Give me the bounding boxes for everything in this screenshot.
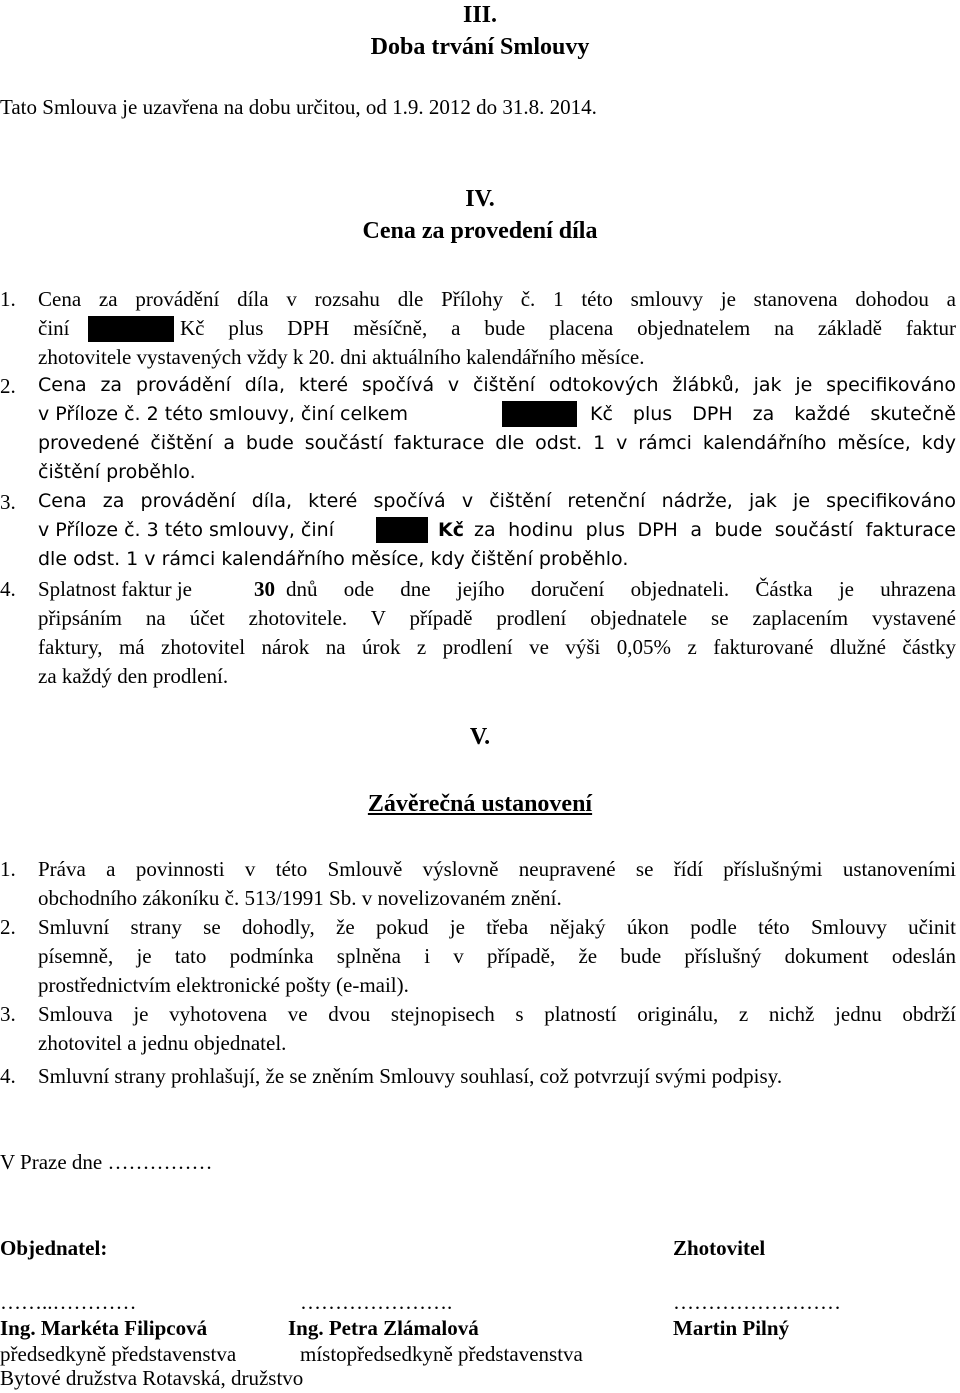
item-number: 4.: [0, 1064, 16, 1088]
item-number: 3.: [0, 490, 16, 514]
signatory-role: místopředsedkyně představenstva: [300, 1342, 583, 1366]
signatory-role: předsedkyně představenstva: [0, 1342, 237, 1366]
section-3-title: Doba trvání Smlouvy: [370, 34, 590, 60]
paragraph-line: faktury, má zhotovitel nárok na úrok z prodlení ve výši 0,05% z fakturované dlužné částky: [38, 635, 956, 659]
signature-line: ……..…………: [0, 1290, 137, 1314]
paragraph-line: za každý den prodlení.: [38, 664, 229, 688]
paragraph-line: obchodního zákoníku č. 513/1991 Sb. v novelizovaném znění.: [38, 886, 562, 910]
paragraph-line: Cena za provádění díla, které spočívá v čištění retenční nádrže, jak je specifikováno: [38, 490, 956, 512]
paragraph-line: v Příloze č. 2 této smlouvy, činí celkem: [38, 403, 408, 425]
redacted-amount: [88, 316, 174, 342]
paragraph-line: Kč plus DPH za každé skutečně: [590, 403, 956, 425]
paragraph-line: písemně, je tato podmínka splněna i v případě, že bude příslušný dokument odeslán: [38, 944, 956, 968]
section-3-text: Tato Smlouva je uzavřena na dobu určitou, od 1.9. 2012 do 31.8. 2014.: [0, 95, 597, 119]
paragraph-line: čištění proběhlo.: [38, 461, 196, 483]
organization-name: Bytové družstva Rotavská, družstvo: [0, 1366, 304, 1390]
objednatel-label: Objednatel:: [0, 1236, 108, 1260]
signatory-name: Ing. Petra Zlámalová: [288, 1316, 479, 1340]
redacted-amount: [376, 517, 428, 543]
section-4-number: IV.: [465, 186, 495, 212]
paragraph-line: Smlouva je vyhotovena ve dvou stejnopisech s platností originálu, z nichž jednu obdrží: [38, 1002, 956, 1026]
item-number: 1.: [0, 287, 16, 311]
redacted-amount: [502, 401, 577, 427]
signature-line: ……………………: [673, 1290, 841, 1314]
paragraph-line: Smluvní strany se dohodly, že pokud je třeba nějaký úkon podle této Smlouvy učinit: [38, 915, 956, 939]
item-number: 3.: [0, 1002, 16, 1026]
paragraph-line: dle odst. 1 v rámci kalendářního měsíce, kdy čištění proběhlo.: [38, 548, 629, 570]
payment-days: 30: [254, 577, 275, 601]
zhotovitel-label: Zhotovitel: [673, 1236, 766, 1260]
section-5-number: V.: [469, 724, 491, 750]
paragraph-line: v Příloze č. 3 této smlouvy, činí: [38, 519, 334, 541]
paragraph-line: připsáním na účet zhotovitele. V případě prodlení objednatele se zaplacením vystavené: [38, 606, 956, 630]
paragraph-line: Cena za provádění díla, které spočívá v čištění odtokových žlábků, jak je specifikováno: [38, 374, 956, 396]
section-3-number: III.: [462, 2, 498, 28]
paragraph-line: Smluvní strany prohlašují, že se zněním Smlouvy souhlasí, což potvrzují svými podpisy.: [38, 1064, 783, 1088]
paragraph-line: za hodinu plus DPH a bude součástí fakturace: [474, 519, 956, 541]
item-number: 4.: [0, 577, 16, 601]
currency-label: Kč: [438, 519, 464, 541]
paragraph-line: provedené čištění a bude součástí fakturace dle odst. 1 v rámci kalendářního měsíce, kdy: [38, 432, 956, 454]
signatory-name: Ing. Markéta Filipcová: [0, 1316, 208, 1340]
paragraph-line: zhotovitele vystavených vždy k 20. dni aktuálního kalendářního měsíce.: [38, 345, 645, 369]
signature-line: ………………….: [300, 1290, 453, 1314]
paragraph-line: Práva a povinnosti v této Smlouvě výslovně neupravené se řídí příslušnými ustanoveními: [38, 857, 956, 881]
section-5-title: Závěrečná ustanovení: [367, 791, 593, 817]
item-number: 1.: [0, 857, 16, 881]
place-date: V Praze dne ……………: [0, 1150, 213, 1174]
paragraph-line: Splatnost faktur je: [38, 577, 192, 601]
paragraph-line: dnů ode dne jejího doručení objednateli. Částka je uhrazena: [286, 577, 956, 601]
paragraph-line-prefix: činí: [38, 316, 70, 340]
paragraph-line: prostřednictvím elektronické pošty (e-mail).: [38, 973, 409, 997]
item-number: 2.: [0, 374, 16, 398]
paragraph-line: zhotovitel a jednu objednatel.: [38, 1031, 287, 1055]
paragraph-line: Cena za provádění díla v rozsahu dle Přílohy č. 1 této smlouvy je stanovena dohodou a: [38, 287, 956, 311]
item-number: 2.: [0, 915, 16, 939]
paragraph-line: Kč plus DPH měsíčně, a bude placena objednatelem na základě faktur: [180, 316, 956, 340]
signatory-name: Martin Pilný: [673, 1316, 790, 1340]
section-4-title: Cena za provedení díla: [362, 218, 598, 244]
